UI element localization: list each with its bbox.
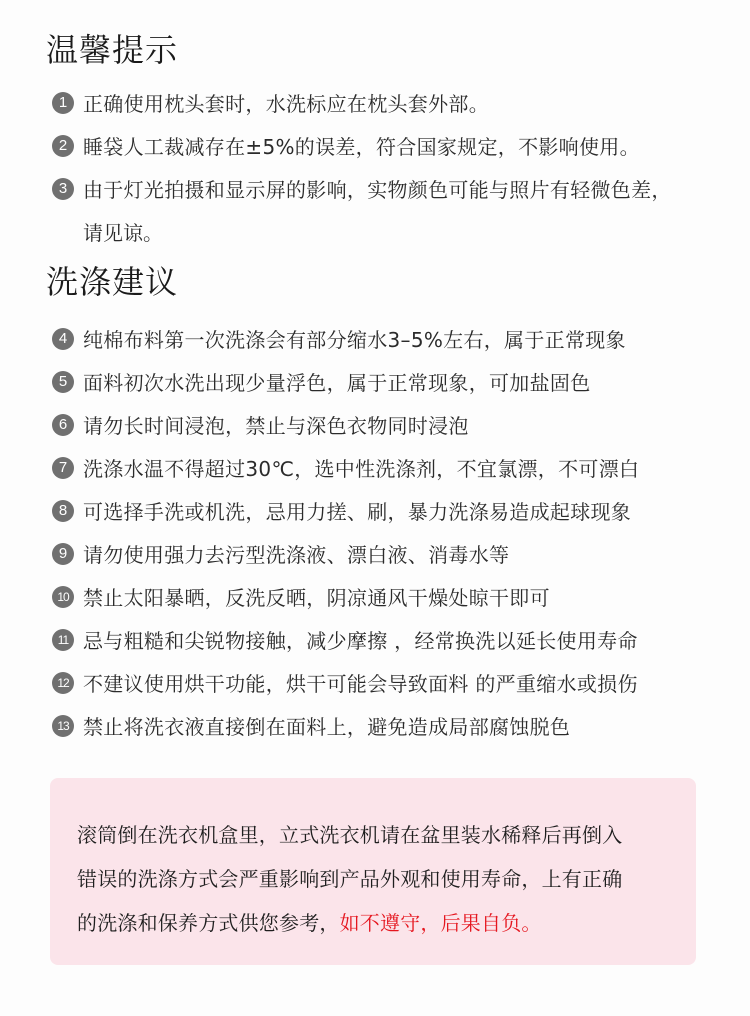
tip-item-1	[52, 81, 750, 124]
washing-text: 面料初次水洗出现少量浮色，属于正常现象，可加盐固色	[83, 371, 591, 395]
washing-text: 请勿长时间浸泡，禁止与深色衣物同时浸泡	[83, 414, 469, 438]
washing-text: 不建议使用烘干功能，烘干可能会导致面料 的严重缩水或损伤	[83, 672, 638, 696]
washing-item-7	[52, 446, 750, 489]
number-badge-icon: 6	[52, 414, 74, 436]
number-badge-icon: 9	[52, 543, 74, 565]
tip-text: 由于灯光拍摄和显示屏的影响，实物颜色可能与照片有轻微色差，	[83, 178, 672, 202]
number-badge-icon: 12	[52, 672, 74, 694]
number-badge-icon: 10	[52, 586, 74, 608]
washing-item-9	[52, 532, 750, 575]
washing-item-12	[52, 661, 750, 704]
tip-item-2	[52, 124, 750, 167]
washing-section-title: 洗涤建议	[46, 263, 179, 301]
washing-item-5	[52, 360, 750, 403]
washing-text: 可选择手洗或机洗，忌用力搓、刷，暴力洗涤易造成起球现象	[83, 500, 632, 524]
washing-item-8	[52, 489, 750, 532]
washing-text: 洗涤水温不得超过30℃，选中性洗涤剂，不宜氯漂，不可漂白	[83, 457, 640, 481]
notice-line-3-text: 的洗涤和保养方式供您参考，	[77, 911, 340, 935]
tip-text: 正确使用枕头套时，水洗标应在枕头套外部。	[83, 92, 489, 116]
tips-section-title: 温馨提示	[46, 31, 179, 69]
washing-text: 禁止将洗衣液直接倒在面料上，避免造成局部腐蚀脱色	[83, 715, 571, 739]
tips-list	[52, 81, 750, 253]
washing-item-6	[52, 403, 750, 446]
number-badge-icon: 2	[52, 135, 74, 157]
washing-text: 禁止太阳暴晒，反洗反晒，阴凉通风干燥处晾干即可	[83, 586, 550, 610]
notice-line-3	[77, 901, 676, 945]
number-badge-icon: 13	[52, 715, 74, 737]
notice-warning-text: 如不遵守，后果自负。	[339, 911, 542, 935]
number-badge-icon: 5	[52, 371, 74, 393]
number-badge-icon: 4	[52, 328, 74, 350]
washing-item-13	[52, 704, 750, 747]
washing-text: 忌与粗糙和尖锐物接触，减少摩擦 ，经常换洗以延长使用寿命	[83, 629, 638, 653]
tip-item-3-continuation: 请见谅。	[83, 221, 163, 245]
washing-list	[52, 317, 750, 747]
washing-text: 纯棉布料第一次洗涤会有部分缩水3–5%左右，属于正常现象	[83, 328, 626, 352]
washing-text: 请勿使用强力去污型洗涤液、漂白液、消毒水等	[83, 543, 510, 567]
number-badge-icon: 8	[52, 500, 74, 522]
number-badge-icon: 7	[52, 457, 74, 479]
number-badge-icon: 1	[52, 92, 74, 114]
washing-item-10	[52, 575, 750, 618]
tip-item-3	[52, 167, 750, 210]
notice-box	[50, 778, 696, 965]
tip-text: 睡袋人工裁减存在±5%的误差，符合国家规定，不影响使用。	[83, 135, 640, 159]
notice-line-2: 错误的洗涤方式会严重影响到产品外观和使用寿命，上有正确	[77, 867, 623, 891]
number-badge-icon: 3	[52, 178, 74, 200]
number-badge-icon: 11	[52, 629, 74, 651]
washing-item-11	[52, 618, 750, 661]
notice-line-1: 滚筒倒在洗衣机盒里，立式洗衣机请在盆里装水稀释后再倒入	[77, 823, 623, 847]
washing-item-4	[52, 317, 750, 360]
